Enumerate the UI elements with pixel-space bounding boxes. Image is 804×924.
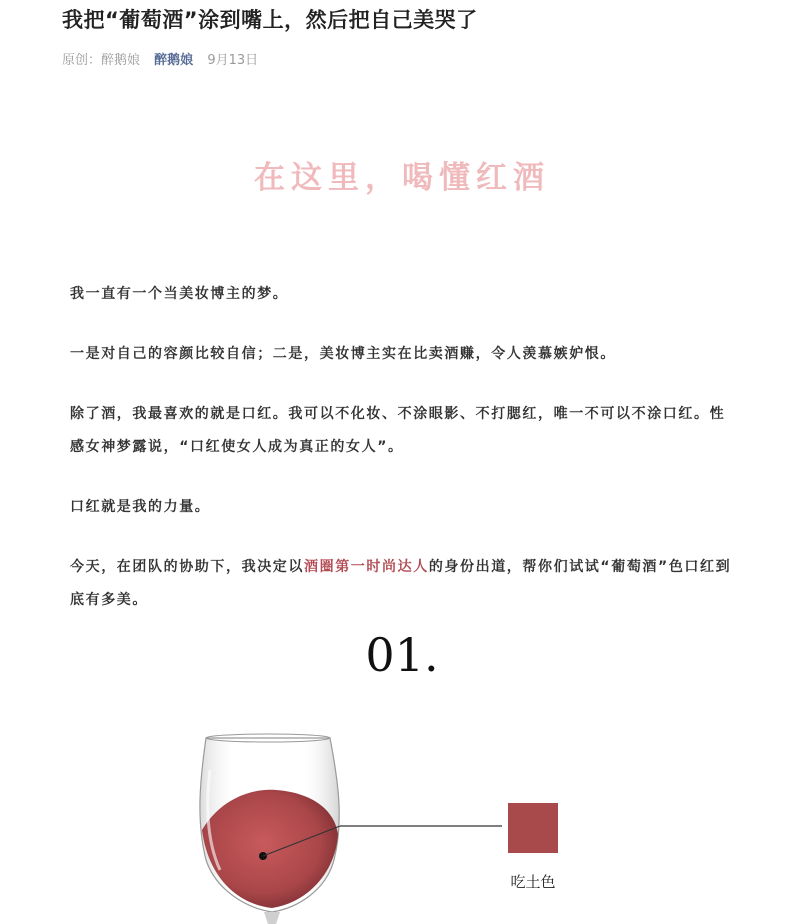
banner-slogan: 在这里，喝懂红酒 xyxy=(254,160,550,196)
paragraph: 一是对自己的容颜比较自信；二是，美妆博主实在比卖酒赚，令人羡慕嫉妒恨。 xyxy=(70,346,616,362)
article-body xyxy=(70,278,734,644)
color-swatch xyxy=(508,803,558,853)
author-name: 醉鹅娘 xyxy=(101,53,141,68)
paragraph: 我一直有一个当美妆博主的梦。 xyxy=(70,286,289,302)
paragraph xyxy=(70,551,734,617)
publish-date: 9月13日 xyxy=(207,53,259,68)
highlight-text: 酒圈第一时尚达人 xyxy=(304,559,429,575)
article-title: 我把“葡萄酒”涂到嘴上，然后把自己美哭了 xyxy=(62,8,478,32)
account-link[interactable]: 醉鹅娘 xyxy=(154,53,194,68)
section-number: 01. xyxy=(365,628,439,682)
paragraph-text: 的身份出道，帮你们试试“葡萄酒”色口红到底有多美。 xyxy=(70,559,732,608)
article-meta xyxy=(62,49,258,68)
pointer-line xyxy=(258,800,502,860)
paragraph: 口红就是我的力量。 xyxy=(70,499,211,515)
swatch-label: 吃土色 xyxy=(510,873,556,891)
paragraph-text: 今天，在团队的协助下，我决定以 xyxy=(70,559,304,575)
original-label: 原创： xyxy=(62,53,102,68)
paragraph: 除了酒，我最喜欢的就是口红。我可以不化妆、不涂眼影、不打腮红，唯一不可以不涂口红。性感女神梦露说，“口红使女人成为真正的女人”。 xyxy=(70,406,726,455)
